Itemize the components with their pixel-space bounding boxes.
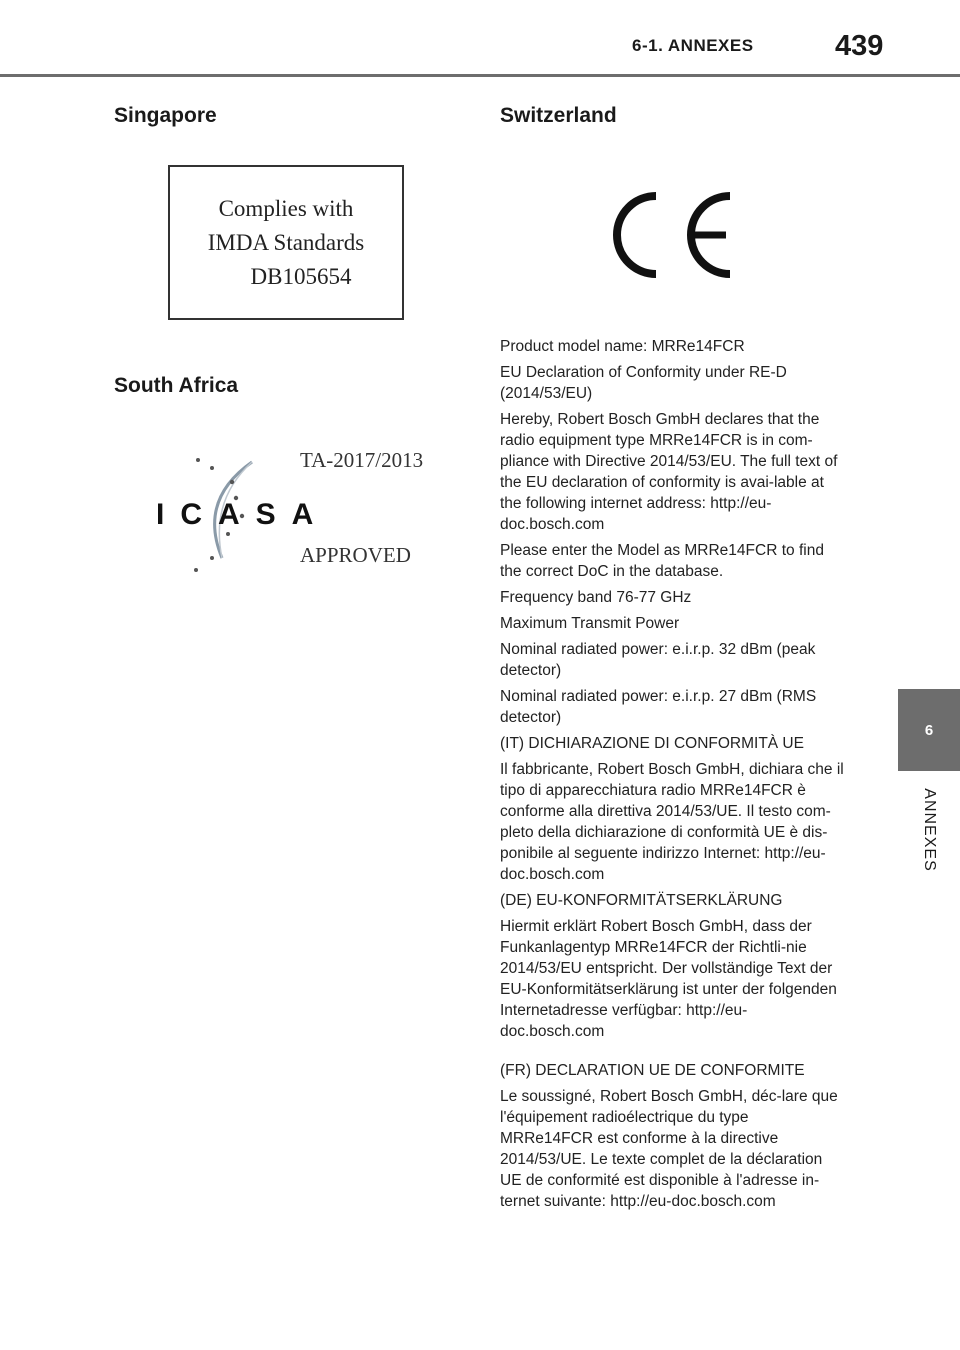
- paragraph-max-transmit-power: Maximum Transmit Power: [500, 615, 680, 632]
- imda-label-line-2: IMDA Standards: [207, 229, 365, 255]
- heading-south-africa: South Africa: [114, 374, 239, 397]
- page-number: 439: [835, 30, 884, 62]
- paragraph-model-name: Product model name: MRRe14FCR: [500, 338, 745, 355]
- chapter-tab-number: 6: [924, 721, 934, 739]
- approved-label: APPROVED: [300, 543, 411, 567]
- heading-singapore: Singapore: [114, 104, 217, 127]
- ta-approval-number: TA-2017/2013: [300, 448, 424, 472]
- paragraph-fr-title: (FR) DECLARATION UE DE CONFORMITE: [500, 1062, 805, 1079]
- heading-switzerland: Switzerland: [500, 104, 617, 127]
- paragraph-it-body: Il fabbricante, Robert Bosch GmbH, dichiara che il tipo di apparecchiatura radio MRRe14FCR è conforme alla direttiva 2014/53/UE. Il testo com-pleto della dichiarazione di conformità UE è dis-ponibile al seguente indirizzo Internet: http://eu-doc.bosch.com: [500, 761, 844, 883]
- declaration-text-column: [500, 336, 845, 1217]
- paragraph-de-title: (DE) EU-KONFORMITÄTSERKLÄRUNG: [500, 892, 783, 909]
- ce-mark-icon: [610, 190, 735, 280]
- imda-label-line-1: Complies with: [218, 195, 354, 221]
- paragraph-fr-body: Le soussigné, Robert Bosch GmbH, déc-lare que l'équipement radioélectrique du type MRRe14FCR est conforme à la directive 2014/53/UE. Le texte complet de la déclaration UE de conformité est disponible à l'adresse in-ternet suivante: http://eu-doc.bosch.com: [500, 1088, 838, 1210]
- paragraph-eu-declaration-body: Hereby, Robert Bosch GmbH declares that the radio equipment type MRRe14FCR is in com-pliance with Directive 2014/53/EU. The full text of the EU declaration of conformity is avai-lable at the following internet address: http://eu-doc.bosch.com: [500, 411, 838, 533]
- icasa-letters: ICASA: [156, 498, 330, 531]
- imda-compliance-label: [168, 165, 404, 320]
- paragraph-power-rms: Nominal radiated power: e.i.r.p. 27 dBm (RMS detector): [500, 688, 817, 726]
- paragraph-it-title: (IT) DICHIARAZIONE DI CONFORMITÀ UE: [500, 735, 804, 752]
- header-divider: [0, 74, 960, 77]
- paragraph-power-peak: Nominal radiated power: e.i.r.p. 32 dBm (peak detector): [500, 641, 816, 679]
- paragraph-model-doc-hint: Please enter the Model as MRRe14FCR to find the correct DoC in the database.: [500, 542, 824, 580]
- paragraph-frequency-band: Frequency band 76-77 GHz: [500, 589, 692, 606]
- paragraph-de-body: Hiermit erklärt Robert Bosch GmbH, dass der Funkanlagentyp MRRe14FCR der Richtli-nie 2014/53/EU entspricht. Der vollständige Text der EU-Konformitätserklärung ist unter der folgenden Internetadresse verfügbar: http://eu-doc.bosch.com: [500, 918, 837, 1040]
- chapter-tab-label: ANNEXES: [921, 788, 938, 872]
- chapter-tab[interactable]: [898, 689, 960, 771]
- imda-label-line-3: DB105654: [250, 263, 352, 289]
- header-section-title: 6-1. ANNEXES: [632, 36, 754, 55]
- paragraph-eu-declaration-title: EU Declaration of Conformity under RE-D (2014/53/EU): [500, 364, 787, 402]
